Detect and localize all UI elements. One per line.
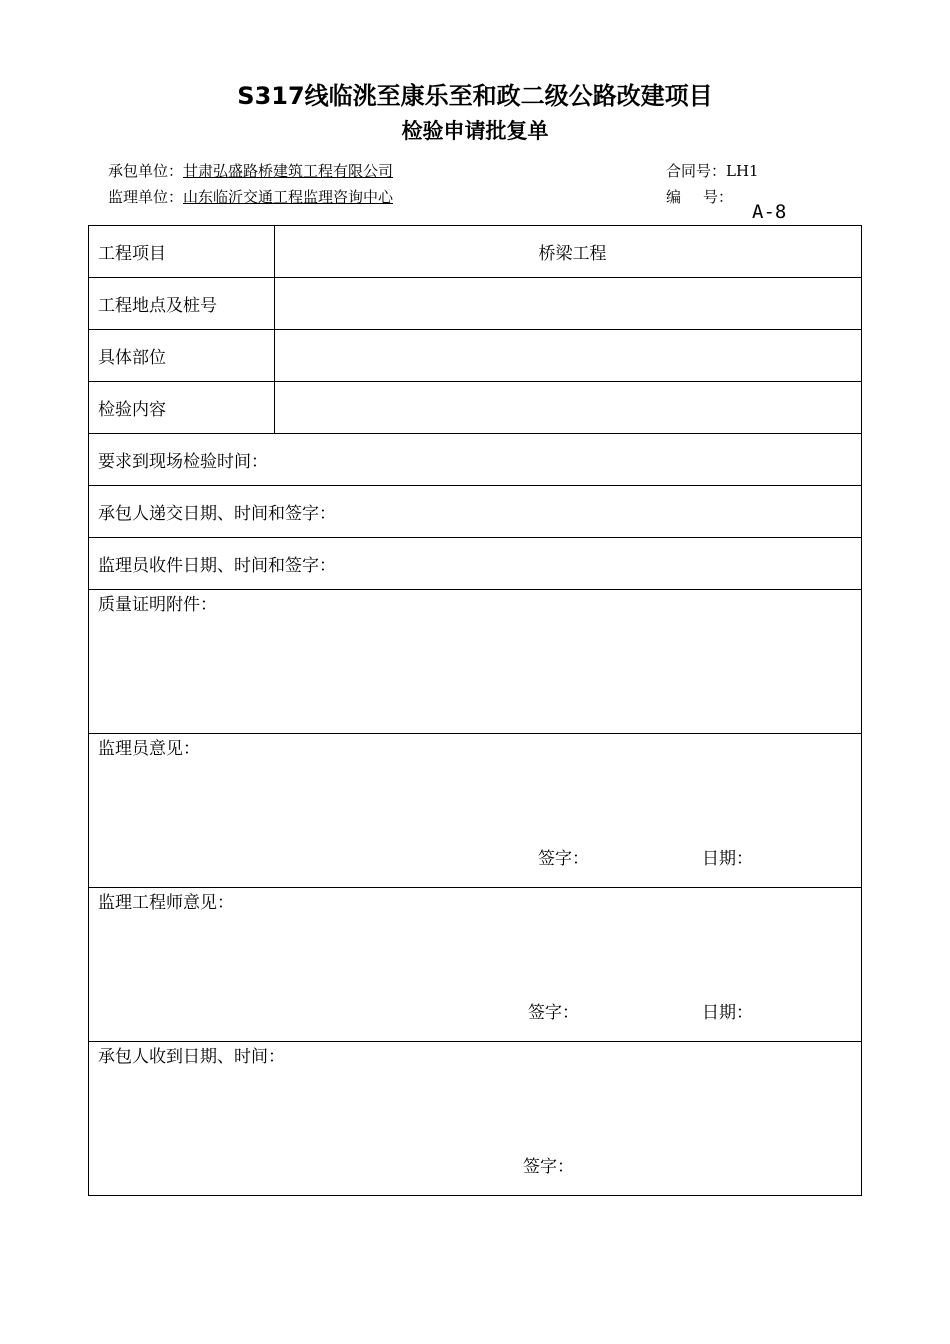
table-row [89,538,862,590]
engineer-opinion-label: 监理工程师意见： [98,893,234,913]
number-line [666,186,733,207]
inspector-opinion-field[interactable] [89,734,862,888]
supervisor-label: 监理单位： [108,188,184,206]
engineer-sign-label: 签字： [528,1003,579,1023]
table-row [89,330,862,382]
document-title: S317线临洮至康乐至和政二级公路改建项目 [237,82,713,110]
contract-no-label: 合同号： [666,162,727,180]
location-value[interactable] [275,278,862,330]
table-row [89,382,862,434]
contractor-received-label: 承包人收到日期、时间： [98,1047,285,1067]
supervisor-line [108,186,393,207]
location-label: 工程地点及桩号 [89,278,275,330]
table-row [89,1042,862,1196]
engineer-opinion-field[interactable] [89,888,862,1042]
number-label-part2: 号： [703,188,734,206]
inspector-opinion-label: 监理员意见： [98,739,200,759]
contractor-line [108,160,393,181]
table-row [89,590,862,734]
contractor-received-field[interactable] [89,1042,862,1196]
part-label: 具体部位 [89,330,275,382]
supervisor-value: 山东临沂交通工程监理咨询中心 [183,188,394,206]
attachments-field[interactable] [89,590,862,734]
table-row [89,888,862,1042]
project-value[interactable]: 桥梁工程 [275,226,862,278]
attachments-label: 质量证明附件： [98,595,217,615]
table-row [89,434,862,486]
contract-no-value: LH1 [726,162,759,180]
inspector-date-label: 日期： [702,849,753,869]
supervisor-receive-field[interactable]: 监理员收件日期、时间和签字： [89,538,862,590]
engineer-date-label: 日期： [702,1003,753,1023]
document-subtitle: 检验申请批复单 [401,119,549,143]
contractor-value: 甘肃弘盛路桥建筑工程有限公司 [183,162,394,180]
contractor-label: 承包单位： [108,162,184,180]
table-row [89,734,862,888]
inspection-form-table [88,225,862,1196]
part-value[interactable] [275,330,862,382]
content-label: 检验内容 [89,382,275,434]
table-row [89,226,862,278]
contract-no-line [666,160,759,181]
table-row [89,486,862,538]
project-label: 工程项目 [89,226,275,278]
contractor-submit-field[interactable]: 承包人递交日期、时间和签字： [89,486,862,538]
table-row [89,278,862,330]
content-value[interactable] [275,382,862,434]
form-code: A-8 [752,201,787,223]
inspector-sign-label: 签字： [538,849,589,869]
contractor-sign-label: 签字： [523,1157,574,1177]
site-time-field[interactable]: 要求到现场检验时间： [89,434,862,486]
number-label-part1: 编 [666,188,682,206]
